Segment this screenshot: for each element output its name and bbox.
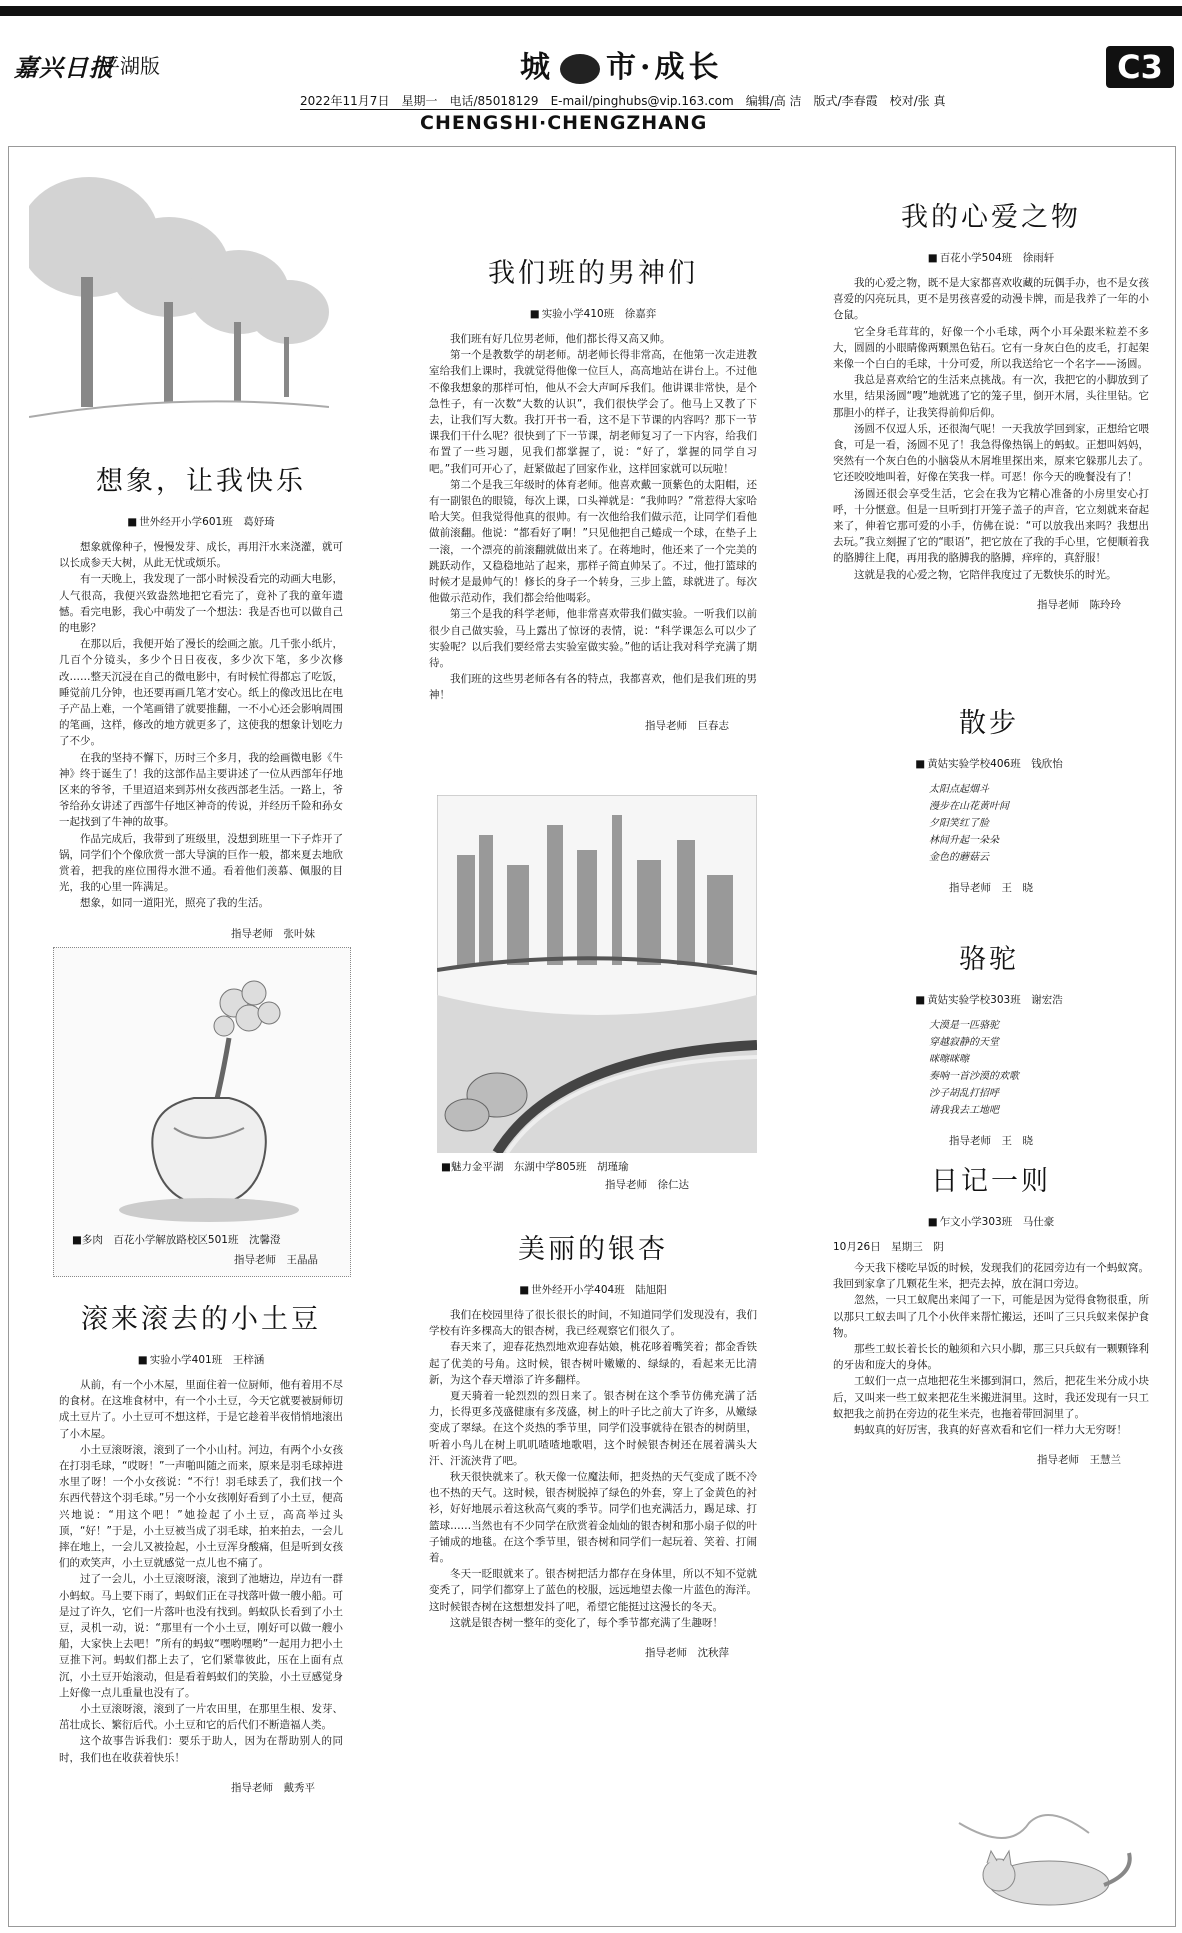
article-byline: ■ 百花小学504班 徐雨轩 xyxy=(833,250,1149,265)
article-teacher: 指导老师 陈玲玲 xyxy=(1037,598,1121,611)
succulent-image xyxy=(54,948,350,1228)
article-title: 美丽的银杏 xyxy=(518,1234,668,1265)
article-body: 我的心爱之物，既不是大家都喜欢收藏的玩偶手办，也不是女孩喜爱的闪亮玩具，更不是男孩喜爱的动漫卡牌，而是我养了一年的小仓鼠。 它全身毛茸茸的，好像一个小毛球，两个小耳朵跟米粒差不多大，圆圆的小眼睛像两颗黑色钻石。它有一身灰白色的皮毛，打起架来像一个白白的毛球，十分可爱，所以我送给它一个名字——汤圆。 我总是喜欢给它的生活来点挑战。有一次，我把它的小脚放到了水里，结果汤圆“嗖”地就逃了它的笼子里，倒开木屑，头往里钻。它那胆小的样子，让我笑得前仰后仰。 汤圆不仅逗人乐，还很淘气呢！一天我放学回到家，正想给它喂食，可是一看，汤圆不见了！我急得像热锅上的蚂蚁。正想叫妈妈，突然有一个灰白色的小脑袋从木屑堆里探出来，原来它躲那儿去了。它还咬咬地叫着，好像在笑我一样。可恶！你今天的晚餐没有了！ 汤圆还很会享受生活，它会在我为它精心准备的小房里安心打呼，十分惬意。但是一旦听到打开笼子盖子的声音，它立刻就来奋起来了，伸着它那可爱的小手，仿佛在说：“可以放我出来吗？我想出去玩。”我立刻握了它的“眼语”，把它放在了我的手心里，它便顺着我的胳膊往上爬，再用我的胳膊我的胳膊，痒痒的，真舒服！ 这就是我的心爱之物，它陪伴我度过了无数快乐的时光。 xyxy=(833,277,1149,581)
top-rule xyxy=(0,6,1182,16)
section-emblem xyxy=(560,54,600,84)
poem-lines: 大漠是一匹骆驼 穿越寂静的天堂 咪嚓咪嚓 奏响一首沙漠的欢歌 沙子胡乱打招呼 请我我去工地吧 xyxy=(929,1020,1019,1116)
article-imagine xyxy=(59,459,343,941)
succulent-artwork xyxy=(53,947,351,1277)
article-title: 滚来滚去的小土豆 xyxy=(81,1304,321,1335)
article-teacher: 指导老师 巨春志 xyxy=(645,719,729,732)
masthead xyxy=(0,18,1182,134)
pinghu-painting xyxy=(437,795,757,1153)
article-title: 想象，让我快乐 xyxy=(96,466,306,497)
article-teacher: 指导老师 王慧兰 xyxy=(1037,1454,1121,1467)
poem-walk xyxy=(889,701,1089,895)
article-teacher: 指导老师 戴秀平 xyxy=(231,1781,315,1794)
poem-title: 散步 xyxy=(959,708,1019,739)
cat-illustration xyxy=(949,1803,1149,1913)
poem-title: 骆驼 xyxy=(959,944,1019,975)
article-potato xyxy=(59,1297,343,1795)
article-teacher: 指导老师 张叶妹 xyxy=(231,927,315,940)
poem-teacher: 指导老师 王 晓 xyxy=(949,1135,1033,1147)
article-byline: ■ 世外经开小学601班 葛妤琦 xyxy=(59,514,343,529)
succulent-teacher: 指导老师 王晶晶 xyxy=(234,1254,318,1266)
succulent-caption: ■多肉 百花小学解放路校区501班 沈馨澄 xyxy=(72,1234,281,1246)
article-byline: ■ 乍文小学303班 马仕豪 xyxy=(833,1214,1149,1229)
poem-byline: ■ 黄姑实验学校303班 谢宏浩 xyxy=(889,992,1089,1007)
section-pinyin: CHENGSHI·CHENGZHANG xyxy=(420,112,708,134)
section-title: 城 市·成长 xyxy=(520,50,723,85)
article-byline: ■ 实验小学401班 王梓涵 xyxy=(59,1352,343,1367)
poem-lines: 太阳点起烟斗 漫步在山花黄叶间 夕阳笑红了脸 林间升起一朵朵 金色的蘑菇云 xyxy=(929,784,1009,863)
article-body: 我们班有好几位男老师，他们都长得又高又帅。 第一个是教数学的胡老师。胡老师长得非常高，在他第一次走进教室给我们上课时，我就觉得他像一位巨人，高高地站在讲台上。不过他不像我想象的那样可怕，他从不会大声呵斥我们。他讲课非常快，是个急性子，有一次数“大数的认识”，我们很快学会了。他马上又教了下去，让我们写大数。我打开书一看，这不是下节课的内容吗？那下一节课我们干什么呢？很快到了下一节课，胡老师复习了一下内容，给我们布置了一些习题，见我们都掌握了，说：“好了，掌握的同学自习吧。”我们可开心了，赶紧做起了回家作业，这样回家就可以玩啦！ 第二个是我三年级时的体育老师。他喜欢戴一顶紫色的太阳帽，还有一副银色的眼镜，每次上课，口头禅就是：“我帅吗？”常惹得大家哈哈大笑。但我觉得他真的很帅。有一次他给我们做示范，让同学们看他做前滚翻。他说：“都看好了啊！”只见他把自己蜷成一个球，在垫子上一滚，一个漂亮的前滚翻就做出来了。在蒋地时，他还来了一个完美的跳跃动作，又稳稳地站了起来，那样子简直帅呆了。不过，他打篮球的时候才是最帅气的！修长的身子一个转身，三步上篮，球就进了。每次他做示范动作，我们都会给他喝彩。 第三个是我的科学老师，他非常喜欢带我们做实验。一听我们以前很少自己做实验，马上露出了惊讶的表情，说：“科学课怎么可以少了实验呢？以后我们要经常去实验室做实验。”他的话让我对科学充满了期待。 我们班的这些男老师各有各的特点，我都喜欢，他们是我们班的男神！ xyxy=(429,333,757,702)
article-byline: ■ 实验小学410班 徐嘉弈 xyxy=(429,306,757,321)
article-body: 想象就像种子，慢慢发芽、成长，再用汗水来浇灌，就可以长成参天大树，从此无忧或烦乐。 有一天晚上，我发现了一部小时候没看完的动画大电影，人气很高，我便兴致盎然地把它看完了，竟补了我的童年遗憾。看完电影，我心中萌发了一个想法：我是否也可以做自己的电影？ 在那以后，我便开始了漫长的绘画之旅。几千张小纸片，几百个分镜头，多少个日日夜夜，多少次下笔，多少次修改……整天沉浸在自己的微电影中，有时候忙得都忘了吃饭，睡觉前几分钟，也还要再画几笔才安心。纸上的像改迅比在电子产品上难，一个笔画错了就要推翻，一不小心还会影响周围的笔画，这样，修改的地方就更多了，这使我的想象计划吃力了不少。 在我的坚持不懈下，历时三个多月，我的绘画微电影《牛神》终于诞生了！我的这部作品主要讲述了一位从西部年仔地区来的爷爷，千里迢迢来到苏州女孩西部老生活。一路上，爷爷给孙女讲述了西部牛仔地区神奇的传说，并经历千险和孙女一起找到了牛神的故事。 作品完成后，我带到了班级里，没想到班里一下子炸开了锅，同学们个个像欣赏一部大导演的巨作一般，都来夏去地欣赏着，把我的座位围得水泄不通。看着他们羡慕、佩服的目光，我的心里一阵满足。 想象，如同一道阳光，照亮了我的生活。 xyxy=(59,541,343,910)
article-body: 我们在校园里待了很长很长的时间，不知道同学们发现没有，我们学校有许多棵高大的银杏树，我已经观察它们很久了。 春天来了，迎春花热烈地欢迎春姑娘，桃花哆着嘴笑着；都金香铁起了优美的号角。这时候，银杏树叶嫩嫩的、绿绿的，看起来无比清新，为这个春天增添了许多翻样。 夏天骑着一轮烈烈的烈日来了。银杏树在这个季节仿佛充满了活力，长得更多茂盛健康有多茂盛，树上的叶子比之前大了许多，从嫩绿变成了翠绿。在这个炎热的季节里，同学们没事就待在银杏的树荫里，听着小鸟儿在树上叽叽喳喳地歌唱，这个时候银杏树还在展着满头大汗、汗流浃背了吧。 秋天很快就来了。秋天像一位魔法师，把炎热的天气变成了既不冷也不热的天气。这时候，银杏树脱掉了绿色的外套，穿上了金黄色的衬衫，好好地展示着这秋高气爽的季节。同学们也充满活力，踢足球、打篮球……当然也有不少同学在欣赏着金灿灿的银杏树和那小扇子似的叶子铺成的地毯。在这个季节里，银杏树和同学们一起玩着、笑着、打闹着。 冬天一眨眼就来了。银杏树把活力都存在身体里，所以不知不觉就变秃了，同学们都穿上了蓝色的校服，远远地望去像一片蓝色的海洋。这时候银杏树在这想想发抖了吧，希望它能挺过这漫长的冬天。 这就是银杏树一整年的变化了，每个季节都充满了生趣呀！ xyxy=(429,1309,757,1629)
edition-label: 平湖版 xyxy=(100,54,160,78)
poem-camel xyxy=(889,937,1089,1148)
poem-teacher: 指导老师 王 晓 xyxy=(949,882,1033,894)
article-diary xyxy=(833,1159,1149,1467)
tree-illustration xyxy=(29,167,329,447)
diary-date: 10月26日 星期三 阴 xyxy=(833,1241,944,1253)
article-title: 我们班的男神们 xyxy=(488,258,698,289)
pinghu-caption: ■魅力金平湖 东湖中学805班 胡瑾瑜 xyxy=(441,1161,629,1173)
article-boys xyxy=(429,251,757,733)
article-byline: ■ 世外经开小学404班 陆旭阳 xyxy=(429,1282,757,1297)
masthead-rule xyxy=(300,109,780,110)
poem-byline: ■ 黄姑实验学校406班 钱欣怡 xyxy=(889,756,1089,771)
content-frame xyxy=(8,146,1176,1927)
page-number-badge: C3 xyxy=(1106,46,1174,88)
article-body: 今天我下楼吃早饭的时候，发现我们的花园旁边有一个蚂蚁窝。我回到家拿了几颗花生米，把壳去掉，放在洞口旁边。 忽然，一只工蚁爬出来闻了一下，可能是因为觉得食物很重，所以那只工蚁去叫了几个小伙伴来帮忙搬运，还叫了三只兵蚁来保护食物。 那些工蚁长着长长的触须和六只小脚，那三只兵蚁有一颗颗锋利的牙齿和庞大的身体。 工蚁们一点一点地把花生米挪到洞口，然后，把花生米分成小块后，又叫来一些工蚁来把花生米搬进洞里。这时，我还发现有一只工蚁把我之前扔在旁边的花生米壳，也拖着带回洞里了。 蚂蚁真的好厉害，我真的好喜欢看和它们一样力大无穷呀！ xyxy=(833,1262,1149,1437)
article-title: 我的心爱之物 xyxy=(901,202,1081,233)
pinghu-teacher: 指导老师 徐仁达 xyxy=(605,1179,689,1191)
dateline: 2022年11月7日 星期一 电话/85018129 E-mail/pinghubs@vip.163.com 编辑/高 洁 版式/李春霞 校对/张 真 xyxy=(300,94,946,108)
article-ginkgo xyxy=(429,1227,757,1660)
article-title: 日记一则 xyxy=(931,1166,1051,1197)
article-beloved xyxy=(833,195,1149,612)
article-body: 从前，有一个小木屋，里面住着一位厨师，他有着用不尽的食材。在这堆食材中，有一个小土豆，今天它就要被厨师切成土豆片了。小土豆可不想这样，于是它趁着半夜悄悄地滚出了小木屋。 小土豆滚呀滚，滚到了一个小山村。河边，有两个小女孩在打羽毛球，“哎呀！”一声啪叫随之而来，原来是羽毛球掉进水里了呀！一个小女孩说：“不行！羽毛球丢了，我们找一个东西代替这个羽毛球。”另一个小女孩刚好看到了小土豆，便高兴地说：“用这个吧！”她捡起了小土豆，高高举过头顶，“好！”于是，小土豆被当成了羽毛球，拍来拍去，一会儿摔在地上，一会儿又被捡起，小土豆浑身酸痛，但是听到女孩们的欢笑声，小土豆就感觉一点儿也不痛了。 过了一会儿，小土豆滚呀滚，滚到了池塘边，岸边有一群小蚂蚁。马上要下雨了，蚂蚁们正在寻找落叶做一艘小船。可是过了许久，它们一片落叶也没有找到。蚂蚁队长看到了小土豆，灵机一动，说：“那里有一个小土豆，刚好可以做一艘小船，大家快上去吧！”所有的蚂蚁“嘿哟嘿哟”一起用力把小土豆推下河。蚂蚁们都上去了，它们紧靠彼此，压在上面有点沉，小土豆开始滚动，但是看着蚂蚁们的笑脸，小土豆感觉身上好像一点儿重量也没有了。 小土豆滚呀滚，滚到了一片农田里，在那里生根、发芽、茁壮成长、繁衍后代。小土豆和它的后代们不断造福人类。 这个故事告诉我们：要乐于助人，因为在帮助别人的同时，我们也在收获着快乐！ xyxy=(59,1379,343,1764)
paper-logo: 嘉兴日报 xyxy=(14,53,114,82)
article-teacher: 指导老师 沈秋萍 xyxy=(645,1647,729,1660)
